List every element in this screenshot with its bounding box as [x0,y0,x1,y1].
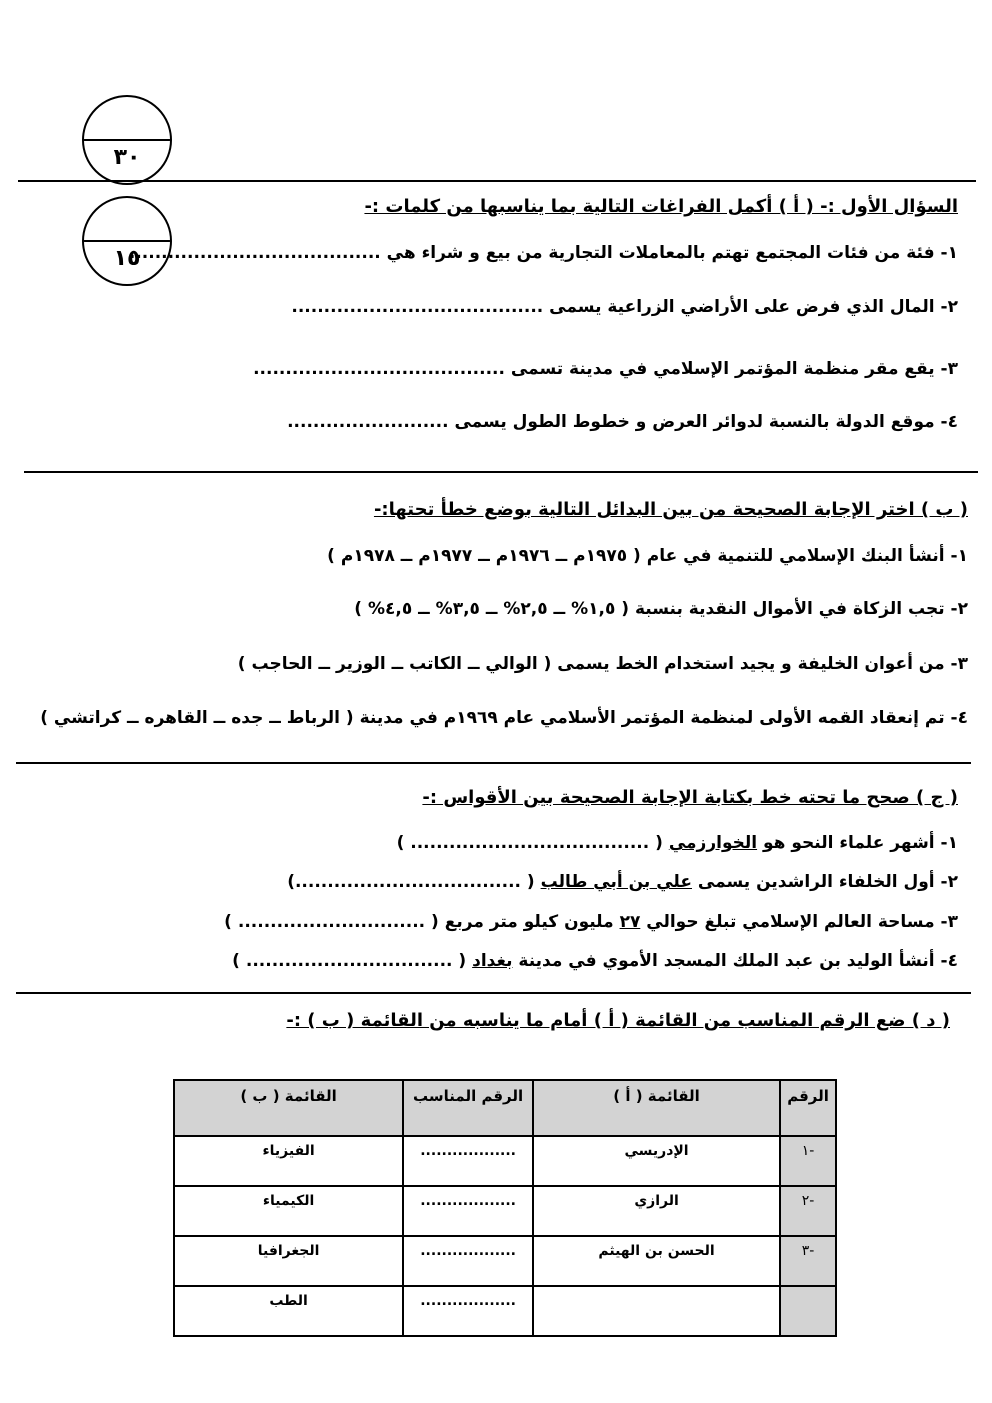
score-divider [84,240,170,242]
q3-item-4-before: ٤- أنشأ الوليد بن عبد الملك المسجد الأموي في مدينة [512,951,958,971]
q3-item-1 [397,833,958,853]
row-number: -١ [780,1136,836,1186]
list-b-item: الطب [174,1286,403,1336]
q3-header: ( ج ) صحح ما تحته خط بكتابة الإجابة الصحيحة بين الأقواس :- [422,787,958,808]
table-row [174,1236,836,1286]
table-header-row [174,1080,836,1136]
list-a-item [533,1286,780,1336]
q3-item-3-before: ٣- مساحة العالم الإسلامي تبلغ حوالي [640,912,958,932]
q3-item-3-underlined: ٢٧ [619,912,641,932]
q3-item-3 [224,912,958,932]
q2-item-4: ٤- تم إنعقاد القمه الأولى لمنظمة المؤتمر الأسلامي عام ١٩٦٩م في مدينة ( الرباط ــ جده ــ القاهره ــ كراتشي ) [40,708,968,728]
row-number [780,1286,836,1336]
total-score-circle [82,95,172,185]
q2-item-3: ٣- من أعوان الخليفة و يجيد استخدام الخط يسمى ( الوالي ــ الكاتب ــ الوزير ــ الحاجب ) [237,654,968,674]
list-a-item: الحسن بن الهيثم [533,1236,780,1286]
divider-top [18,180,976,182]
divider-b [16,762,971,764]
table-header-list-b: القائمة ( ب ) [174,1080,403,1136]
section-score-circle [82,196,172,286]
q3-item-2-after: ( ...................................) [287,872,541,892]
table-row [174,1286,836,1336]
q1-item-1: ١- فئة من فئات المجتمع تهتم بالمعاملات التجارية من بيع و شراء هي ....................................... [128,243,958,263]
q1-item-2: ٢- المال الذي فرض على الأراضي الزراعية يسمى ....................................... [291,297,958,317]
q3-item-1-before: ١- أشهر علماء النحو هو [757,833,958,853]
q3-item-3-after: مليون كيلو متر مربع ( ............................. ) [224,912,620,932]
q1-item-3: ٣- يقع مقر منظمة المؤتمر الإسلامي في مدينة تسمى ....................................... [253,359,958,379]
q4-header: ( د ) ضع الرقم المناسب من القائمة ( أ ) أمام ما يناسبه من القائمة ( ب ) :- [286,1010,950,1031]
list-b-item: الكيمياء [174,1186,403,1236]
q3-item-4-underlined: بغداد [472,951,513,971]
table-header-number: الرقم [780,1080,836,1136]
table-row [174,1186,836,1236]
answer-blank[interactable]: .................. [403,1136,533,1186]
q3-item-2-before: ٢- أول الخلفاء الراشدين يسمى [691,872,958,892]
q3-item-1-after: ( ..................................... ) [396,833,669,853]
answer-blank[interactable]: .................. [403,1186,533,1236]
q2-item-2: ٢- تجب الزكاة في الأموال النقدية بنسبة ( ١,٥% ــ ٢,٥% ــ ٣,٥% ــ ٤,٥% ) [354,599,968,619]
q1-item-4: ٤- موقع الدولة بالنسبة لدوائر العرض و خطوط الطول يسمى ......................... [287,412,958,432]
q3-item-1-underlined: الخوارزمي [668,833,758,853]
list-b-item: الفيزياء [174,1136,403,1186]
score-divider [84,139,170,141]
divider-a [24,471,978,473]
q3-item-2-underlined: علي بن أبي طالب [540,872,692,892]
section-score: ١٥ [113,246,141,271]
q2-item-1: ١- أنشأ البنك الإسلامي للتنمية في عام ( ١٩٧٥م ــ ١٩٧٦م ــ ١٩٧٧م ــ ١٩٧٨م ) [327,546,968,566]
answer-blank[interactable]: .................. [403,1236,533,1286]
answer-blank[interactable]: .................. [403,1286,533,1336]
q3-item-4-after: ( ................................ ) [232,951,473,971]
row-number: -٢ [780,1186,836,1236]
table-header-matching-number: الرقم المناسب [403,1080,533,1136]
q1-header: السؤال الأول :- ( أ ) أكمل الفراغات التالية بما يناسبها من كلمات :- [364,196,958,217]
divider-c [16,992,971,994]
q2-header: ( ب ) اختر الإجابة الصحيحة من بين البدائل التالية بوضع خطأ تحتها:- [373,499,968,520]
list-a-item: الإدريسي [533,1136,780,1186]
list-a-item: الرازي [533,1186,780,1236]
matching-table [173,1079,837,1337]
total-score: ٣٠ [113,145,141,170]
q3-item-2 [287,872,958,892]
list-b-item: الجغرافيا [174,1236,403,1286]
table-header-list-a: القائمة ( أ ) [533,1080,780,1136]
row-number: -٣ [780,1236,836,1286]
q3-item-4 [232,951,958,971]
table-row [174,1136,836,1186]
